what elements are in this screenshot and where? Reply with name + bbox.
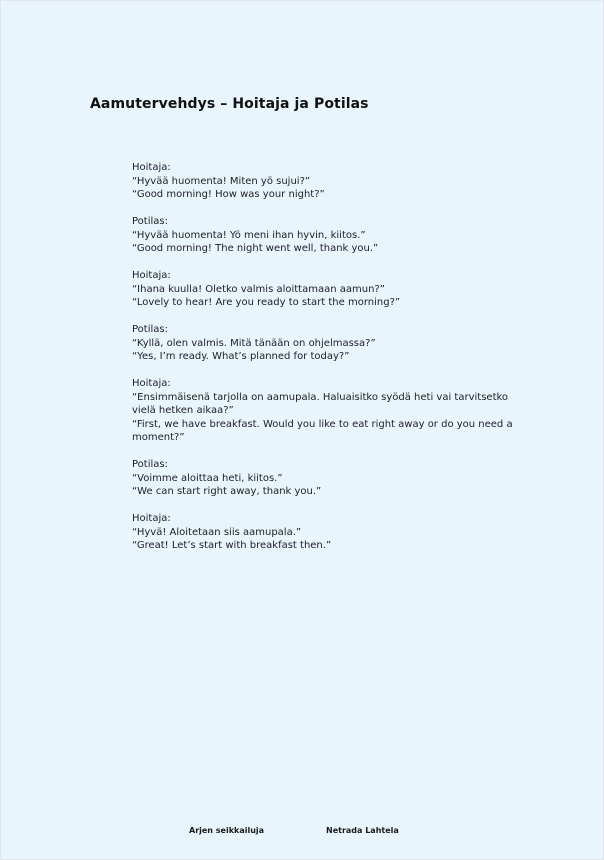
document-title: Aamutervehdys – Hoitaja ja Potilas — [90, 96, 369, 112]
finnish-line: “Hyvää huomenta! Miten yö sujui?” — [132, 175, 311, 187]
english-line: “Good morning! How was your night?” — [132, 189, 325, 200]
dialogue-turn — [132, 161, 532, 202]
document-page — [1, 1, 603, 859]
footer-series-title: Arjen seikkailuja — [189, 826, 265, 835]
english-line: “Yes, I’m ready. What’s planned for today?” — [132, 351, 350, 362]
english-line: “We can start right away, thank you.” — [132, 486, 322, 497]
dialogue-turn — [132, 377, 532, 445]
speaker-label: Hoitaja: — [132, 162, 171, 173]
dialogue-turn — [132, 458, 532, 499]
speaker-label: Hoitaja: — [132, 270, 171, 281]
dialogue-section — [132, 161, 532, 566]
english-line: “Good morning! The night went well, thank you.” — [132, 243, 379, 254]
finnish-line: “Kyllä, olen valmis. Mitä tänään on ohjelmassa?” — [132, 337, 376, 349]
speaker-label: Potilas: — [132, 459, 168, 470]
finnish-line: “Ihana kuulla! Oletko valmis aloittamaan aamun?” — [132, 283, 385, 295]
english-line: “Great! Let’s start with breakfast then.” — [132, 540, 332, 551]
finnish-line: “Voimme aloittaa heti, kiitos.” — [132, 472, 283, 484]
dialogue-turn — [132, 323, 532, 364]
speaker-label: Hoitaja: — [132, 378, 171, 389]
finnish-line: “Hyvää huomenta! Yö meni ihan hyvin, kiitos.” — [132, 229, 366, 241]
dialogue-turn — [132, 269, 532, 310]
speaker-label: Potilas: — [132, 324, 168, 335]
speaker-label: Hoitaja: — [132, 513, 171, 524]
finnish-line: “Ensimmäisenä tarjolla on aamupala. Haluaisitko syödä heti vai tarvitsetko vielä hetken aikaa?” — [132, 391, 509, 416]
dialogue-turn — [132, 512, 532, 553]
footer-author: Netrada Lahtela — [326, 826, 399, 835]
finnish-line: “Hyvä! Aloitetaan siis aamupala.” — [132, 526, 302, 538]
english-line: “Lovely to hear! Are you ready to start the morning?” — [132, 297, 401, 308]
speaker-label: Potilas: — [132, 216, 168, 227]
english-line: “First, we have breakfast. Would you like to eat right away or do you need a moment?” — [132, 418, 513, 443]
dialogue-turn — [132, 215, 532, 256]
